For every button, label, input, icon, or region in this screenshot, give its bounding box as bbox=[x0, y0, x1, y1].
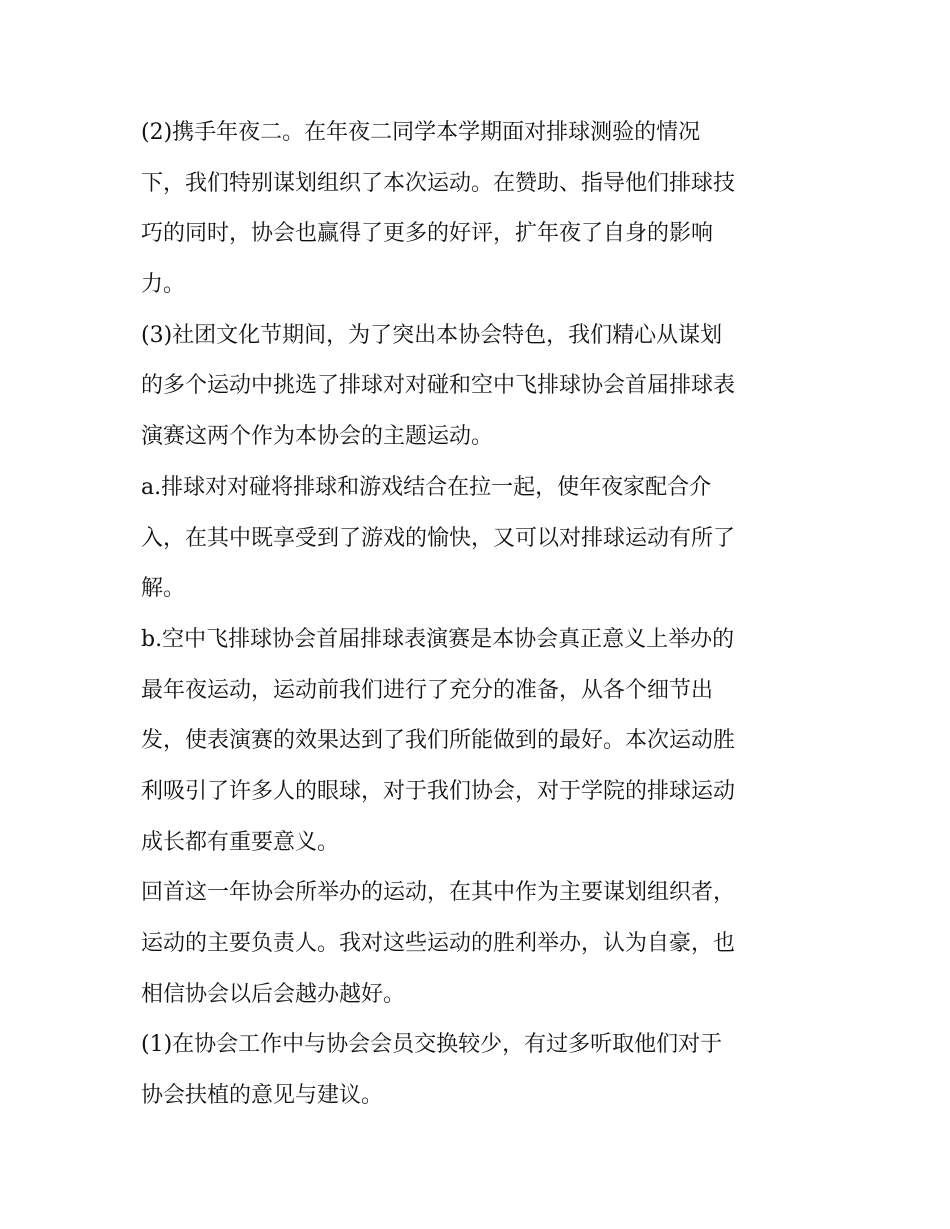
text-line: 力。 bbox=[141, 272, 186, 298]
text-line: 巧的同时，协会也赢得了更多的好评，扩年夜了自身的影响 bbox=[141, 221, 714, 247]
text-line: 最年夜运动，运动前我们进行了充分的准备，从各个细节出 bbox=[141, 677, 714, 703]
text-line: 发，使表演赛的效果达到了我们所能做到的最好。本次运动胜 bbox=[141, 728, 736, 754]
text-line: 成长都有重要意义。 bbox=[141, 829, 340, 855]
text-line: 回首这一年协会所举办的运动，在其中作为主要谋划组织者， bbox=[141, 880, 736, 906]
text-line: 入，在其中既享受到了游戏的愉快，又可以对排球运动有所了 bbox=[141, 525, 736, 551]
text-line: (3)社团文化节期间，为了突出本协会特色，我们精心从谋划 bbox=[141, 322, 723, 348]
text-line: (1)在协会工作中与协会会员交换较少，有过多听取他们对于 bbox=[141, 1032, 723, 1058]
text-line: a.排球对对碰将排球和游戏结合在拉一起，使年夜家配合介 bbox=[141, 474, 712, 500]
text-line: 利吸引了许多人的眼球，对于我们协会，对于学院的排球运动 bbox=[141, 778, 736, 804]
text-line: b.空中飞排球协会首届排球表演赛是本协会真正意义上举办的 bbox=[141, 626, 735, 652]
text-line: 协会扶植的意见与建议。 bbox=[141, 1083, 384, 1109]
document-body bbox=[141, 108, 813, 1122]
text-line: 解。 bbox=[141, 576, 186, 602]
text-line: 演赛这两个作为本协会的主题运动。 bbox=[141, 424, 494, 450]
text-line: 的多个运动中挑选了排球对对碰和空中飞排球协会首届排球表 bbox=[141, 373, 736, 399]
text-line: 运动的主要负责人。我对这些运动的胜利举办，认为自豪，也 bbox=[141, 931, 736, 956]
text-line: (2)携手年夜二。在年夜二同学本学期面对排球测验的情况 bbox=[141, 120, 701, 145]
text-line: 下，我们特别谋划组织了本次运动。在赞助、指导他们排球技 bbox=[141, 170, 736, 196]
text-line: 相信协会以后会越办越好。 bbox=[141, 981, 406, 1007]
